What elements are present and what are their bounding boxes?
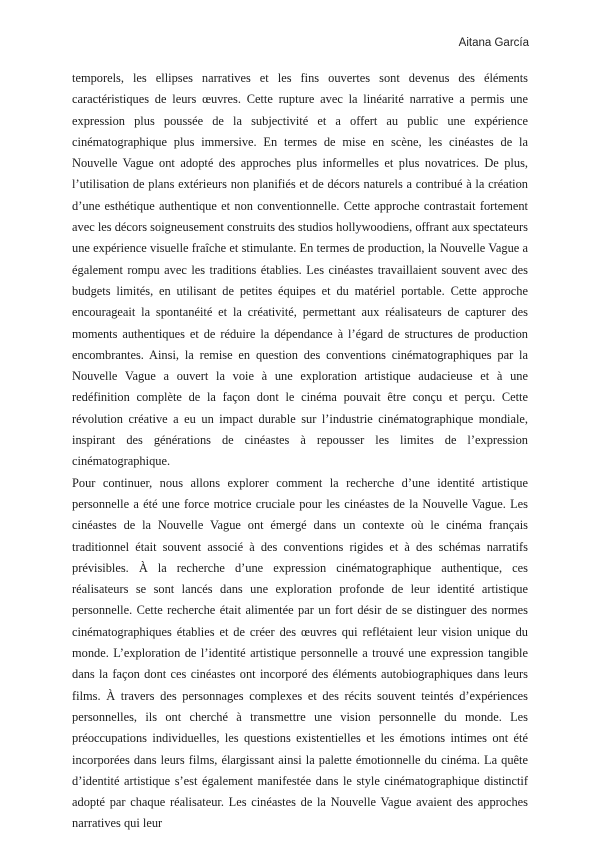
paragraph-artistic-identity: Pour continuer, nous allons explorer comment la recherche d’une identité artistique personnelle a été une force motrice cruciale pour les cinéastes de la Nouvelle Vague. Les cinéastes de la Nouvelle Vague ont émergé dans un contexte où le cinéma français traditionnel était souvent associé à des conventions rigides et à des schémas narratifs prévisibles. À la recherche d’une expression cinématographique authentique, ces réalisateurs se sont lancés dans une exploration profonde de leur identité artistique personnelle. Cette recherche était alimentée par un fort désir de se distinguer des normes cinématographiques établies et de créer des œuvres qui reflétaient leur vision unique du monde. L’exploration de l’identité artistique personnelle a trouvé une expression tangible dans la façon dont ces cinéastes ont incorporé des éléments autobiographiques dans leurs films. À travers des personnages complexes et des récits souvent teintés d’expériences personnelles, ils ont cherché à transmettre une vision personnelle du monde. Les préoccupations individuelles, les questions existentielles et les émotions intimes ont été incorporées dans leurs films, élargissant ainsi la palette émotionnelle du cinéma. La quête d’identité artistique s’est également manifestée dans le style cinématographique distinctif adopté par chaque réalisateur. Les cinéastes de la Nouvelle Vague avaient des approches narratives qui leur bbox=[72, 475, 528, 831]
body-text bbox=[72, 68, 528, 835]
header-author-name: Aitana García bbox=[458, 37, 529, 49]
paragraph-new-wave-production: temporels, les ellipses narratives et les fins ouvertes sont devenus des éléments caractéristiques de leurs œuvres. Cette rupture avec la linéarité narrative a permis une expression plus poussée de la subjectivité et a offert au public une expérience cinématographique plus immersive. En termes de mise en scène, les cinéastes de la Nouvelle Vague ont adopté des approches plus informelles et plus novatrices. De plus, l’utilisation de plans extérieurs non planifiés et de décors naturels a contribué à la création d’une esthétique authentique et non conventionnelle. Cette approche contrastait fortement avec les décors soigneusement construits des studios hollywoodiens, offrant aux spectateurs une expérience visuelle fraîche et stimulante. En termes de production, la Nouvelle Vague a également rompu avec les traditions établies. Les cinéastes travaillaient souvent avec des budgets limités, en utilisant de petites équipes et du matériel portable. Cette approche encourageait la spontanéité et la créativité, permettant aux réalisateurs de capturer des moments authentiques et de réduire la dépendance à l’égard de structures de production encombrantes. Ainsi, la remise en question des conventions cinématographiques par la Nouvelle Vague a ouvert la voie à une exploration artistique audacieuse et à une redéfinition complète de la façon dont le cinéma pouvait être conçu et perçu. Cette révolution créative a eu un impact durable sur l’industrie cinématographique mondiale, inspirant des générations de cinéastes à repousser les limites de l’expression cinématographique. bbox=[72, 71, 528, 469]
